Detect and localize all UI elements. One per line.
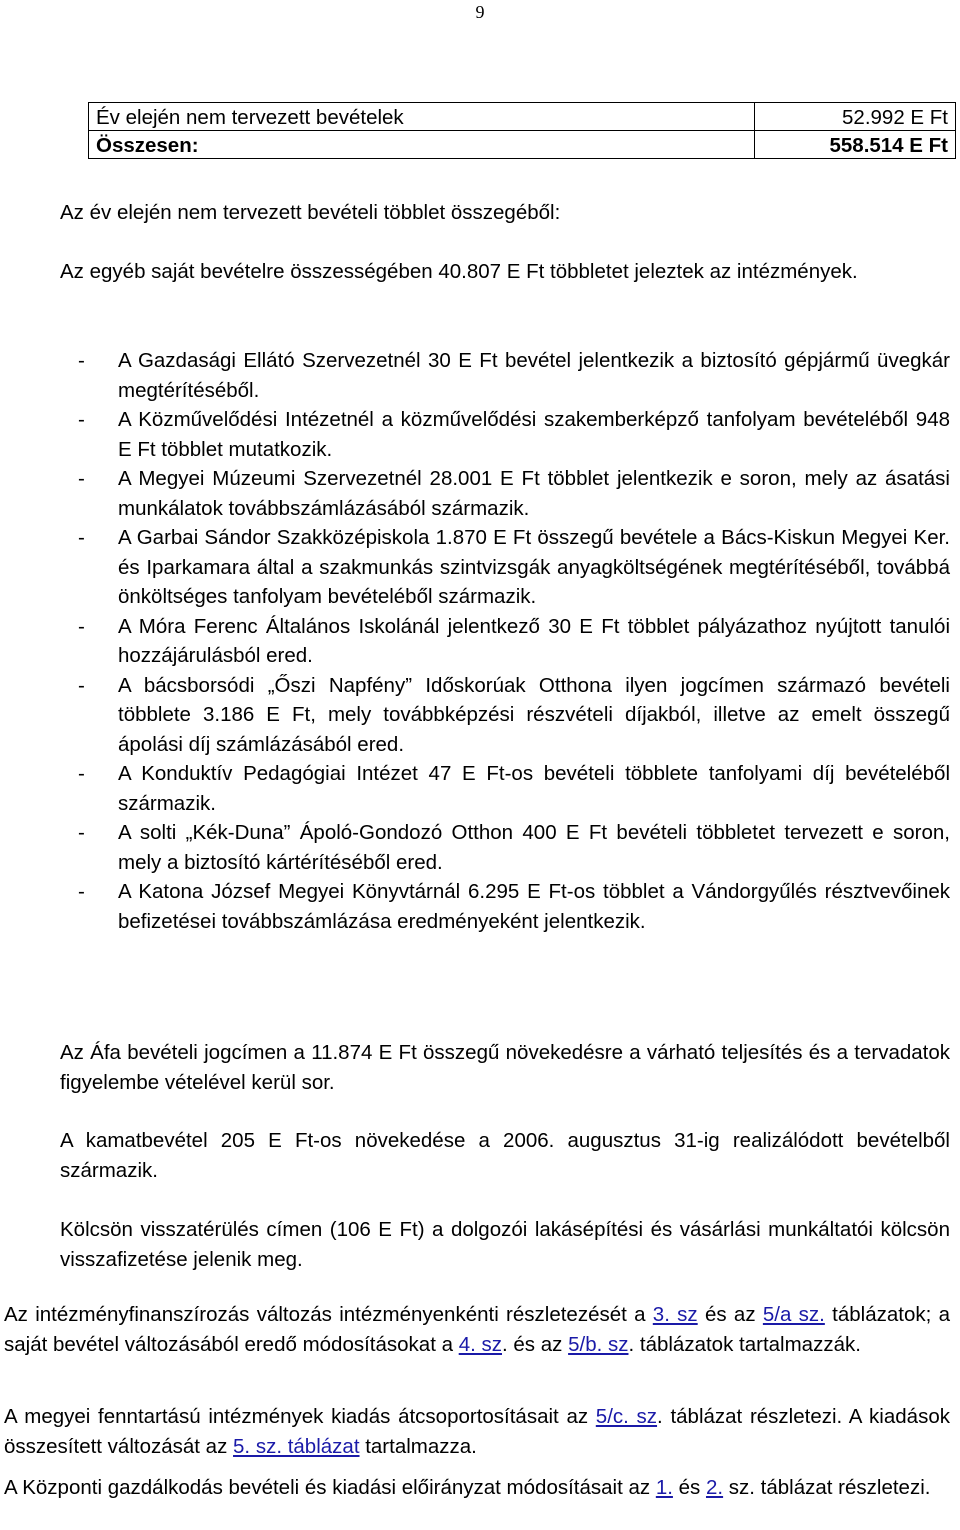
list-item: - A bácsborsódi „Őszi Napfény” Időskorúak Otthona ilyen jogcímen származó bevételi többlete 3.186 E Ft, mely továbbképzési részvételi díjakból, illetve az emelt összegű ápolási díj számlázásából ered. [60,671,950,760]
list-item: - A Gazdasági Ellátó Szervezetnél 30 E Ft bevétel jelentkezik a biztosító gépjármű üvegkár megtérítéséből. [60,346,950,405]
list-item: - A Konduktív Pedagógiai Intézet 47 E Ft-os bevételi többlete tanfolyami díj bevételéből származik. [60,759,950,818]
text: A megyei fenntartású intézmények kiadás átcsoportosításait az [4,1405,596,1428]
financing-paragraph [4,1300,950,1359]
kolcson-paragraph: Kölcsön visszatérülés címen (106 E Ft) a dolgozói lakásépítési és vásárlási munkáltatói kölcsön visszafizetése jelenik meg. [60,1218,950,1271]
text: és az [697,1303,763,1326]
row-label: Összesen: [89,131,755,159]
table-1-link[interactable]: 1. [655,1476,673,1499]
table-4-link[interactable]: 4. sz [458,1332,502,1356]
row-amount: 558.514 E Ft [755,131,956,159]
table-row [89,103,956,131]
summary-table [88,102,956,159]
kamat-paragraph: A kamatbevétel 205 E Ft-os növekedése a 2006. augusztus 31-ig realizálódott bevételből származik. [60,1129,950,1182]
table-5a-link[interactable]: 5/a sz. [762,1303,825,1326]
text: Az intézményfinanszírozás változás intézményenkénti részletezését a [4,1303,653,1326]
text: és [672,1476,706,1499]
central-paragraph [4,1473,950,1503]
text: táblázatok; a saját bevétel változásából eredő módosításokat a [4,1303,950,1356]
text: tartalmazza. [359,1434,477,1458]
afa-paragraph: Az Áfa bevételi jogcímen a 11.874 E Ft összegű növekedésre a várható teljesítés és a tervadatok figyelembe vételével kerül sor. [60,1041,950,1094]
list-item: - A Közművelődési Intézetnél a közművelődési szakemberképző tanfolyam bevételéből 948 E Ft többlet mutatkozik. [60,405,950,464]
table-5b-link[interactable]: 5/b. sz [568,1332,629,1356]
list-item: - A Megyei Múzeumi Szervezetnél 28.001 E Ft többlet jelentkezik e soron, mely az ásatási munkálatok továbbszámlázásából származik. [60,464,950,523]
list-item: - A Garbai Sándor Szakközépiskola 1.870 E Ft összegű bevétele a Bács-Kiskun Megyei Ker. és Iparkamara által a szakmunkás szintvizsgák anyagköltségének megtérítéséből, továbbá önköltséges tanfolyam bevételéből származik. [60,523,950,612]
page-number: 9 [475,2,485,22]
table-2-link[interactable]: 2. [705,1476,724,1499]
text: . táblázatok tartalmazzák. [628,1332,861,1356]
row-amount: 52.992 E Ft [755,103,956,131]
text: A Központi gazdálkodás bevételi és kiadási előirányzat módosításait az [4,1476,656,1499]
table-3-link[interactable]: 3. sz [652,1303,698,1326]
table-5c-link[interactable]: 5/c. sz [595,1405,658,1428]
table-row-total [89,131,956,159]
text: . táblázat részletezi. A kiadások összesített változását az [4,1405,950,1458]
table-5-link[interactable]: 5. sz. táblázat [233,1434,360,1458]
intro-paragraph: Az egyéb saját bevételre összességében 40.807 E Ft többletet jeleztek az intézmények. [60,260,858,283]
list-item: - A Móra Ferenc Általános Iskolánál jelentkező 30 E Ft többlet pályázathoz nyújtott tanulói hozzájárulásból ered. [60,612,950,671]
row-label: Év elején nem tervezett bevételek [89,103,755,131]
text: . és az [502,1332,569,1356]
intro-heading: Az év elején nem tervezett bevételi többlet összegéből: [60,201,561,224]
list-item: - A solti „Kék-Duna” Ápoló-Gondozó Otthon 400 E Ft bevételi többletet tervezett e soron, mely a biztosító kártérítéséből ered. [60,818,950,877]
text: sz. táblázat részletezi. [723,1476,931,1499]
list-item: - A Katona József Megyei Könyvtárnál 6.295 E Ft-os többlet a Vándorgyűlés résztvevőinek befizetései továbbszámlázása eredményeként jelentkezik. [60,877,950,936]
expenditure-paragraph [4,1402,950,1461]
income-items-list [60,346,950,936]
